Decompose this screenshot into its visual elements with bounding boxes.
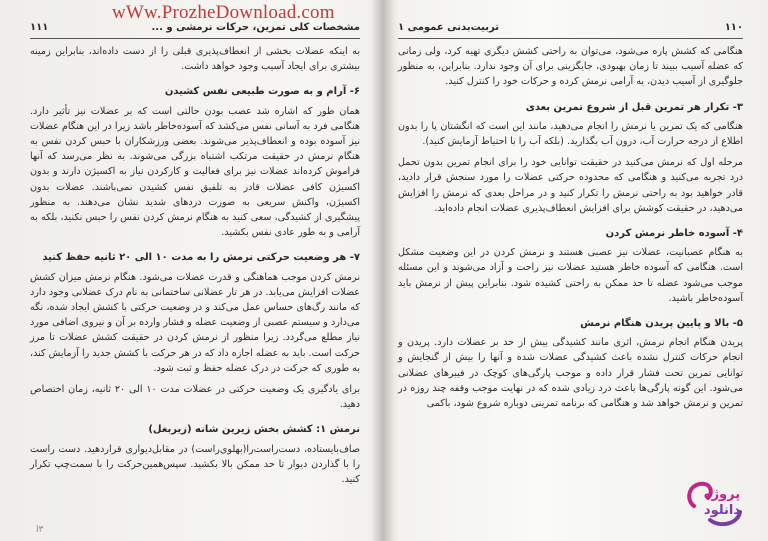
- body-paragraph: هنگامی که یک تمرین یا نرمش را انجام می‌دهید، مانند این است که انگشتان پا را بدون اطلاع از درجه حرارت آب، درون آب بگذارید. (بلکه آب را با احتیاط آزمایش کنید).: [398, 120, 743, 148]
- body-paragraph: به اینکه عضلات بخشی از انعطاف‌پذیری قبلی را از دست داده‌اند، بنابراین زمینه بیشتری برای ایجاد آسیب وجود خواهد داشت.: [30, 46, 360, 73]
- right-page: [398, 0, 743, 541]
- logo-graphic: [680, 476, 750, 534]
- body-paragraph: پریدن هنگام انجام نرمش، اثری مانند کشیدگی بیش از حد بر عضلات دارد. پریدن و انجام حرکات کنترل نشده باعث کشیدگی عضلات شده و آنها را بیش از گنجایش و توانایی تمرین تحت فشار قرار داده و موجب پارگی‌های کوچک در فیبرهای عضلانی می‌شود. این گونه پارگی‌ها باعث درد زیادی شده که در نهایت موجب وقفه چند روزه در تمرین و نرمش خواهد شد و هنگامی که برنامه تمرینی دوباره شروع شود، باکمی: [398, 337, 743, 410]
- section-heading: ۳- تکرار هر تمرین قبل از شروع تمرین بعدی: [525, 101, 743, 113]
- book-gutter: [372, 0, 394, 541]
- left-page-header: [30, 22, 360, 39]
- section-heading: ۴- آسوده خاطر نرمش کردن: [605, 228, 743, 240]
- prozhe-download-logo: [680, 476, 750, 534]
- section-heading: نرمش ۱: کشش بخش زیرین شانه (زیربغل): [148, 424, 360, 436]
- left-page-running-title: مشخصات کلی تمرین، حرکات نرمشی و ...: [151, 22, 360, 33]
- logo-text-line2: دانلود: [703, 503, 741, 518]
- logo-text-line1: پروژه: [703, 487, 741, 502]
- body-paragraph: به هنگام عصبانیت، عضلات نیز عصبی هستند و نرمش کردن در این وضعیت مشکل است. هنگامی که آسوده خاطر هستید عضلات نیز راحت و آزاد می‌شوند و این مسئله موجب می‌شود عضله تا حد ممکن به راحتی کشیده شود. بنابراین پیش از نرمش باید آسوده‌خاطر باشید.: [398, 247, 743, 304]
- left-page-body: [30, 44, 360, 493]
- body-paragraph: نرمش کردن موجب هماهنگی و قدرت عضلات می‌شود. هنگام نرمش میزان کشش عضلات افزایش می‌یابد. در هر تار عضلانی ساختمانی به نام درک عضلانی وجود دارد که مانند رگ‌های حساس عمل می‌کند و در وضعیت حرکتی با کشش ایجاد شده، نگه می‌دارد و سیستم عصبی از وضعیت عضله و فشار وارده بر آن و نیروی اضافی مورد نیاز مطلع می‌گردد. زیرا منظور از نرمش کردن در حقیقت کشش عضلات تا مرز حرکت است. باید به عضله اجازه داد که در هر حرکت با کشش جدید را آزمایش کند، به طوری که حرکت در درک عضله حفظ و ثبت شود.: [29, 271, 360, 374]
- right-page-number: ۱۱۰: [724, 22, 743, 33]
- right-page-running-title: تربیت‌بدنی عمومی ۱: [398, 22, 499, 33]
- right-page-body: [398, 44, 743, 417]
- left-page-footer-mark: ۳ا: [36, 525, 44, 535]
- right-page-header: [398, 22, 743, 39]
- body-paragraph: برای یادگیری یک وضعیت حرکتی در عضلات مدت ۱۰ الی ۲۰ ثانیه، زمان اختصاص دهید.: [30, 384, 360, 411]
- section-heading: ۶- آرام و به صورت طبیعی نفس کشیدن: [164, 86, 360, 98]
- body-paragraph: همان طور که اشاره شد عصب بودن حالتی است که بر عضلات نیز تأثیر دارد. هنگامی فرد به آسانی نفس می‌کشد که آسوده‌خاطر باشد زیرا در این هنگام عضلات نیز آسوده بوده و انعطاف‌پذیر می‌شوند. بعضی ورزشکاران با حبس کردن نفس به هنگام نرمش در حقیقت مرتکب اشتباه بزرگی می‌شوند. به نظر می‌رسد که آنها فراموش کرده‌اند عضلات نیز برای فعالیت و کارکردن نیاز به اکسیژن دارند و بدون اکسیژن کافی عضلات قادر به تلفیق نفس کشیدن نمی‌باشند. عضلات بدون اکسیژن، واکنش سریعی به صورت دردهای شدید نشان می‌دهند. به منظور پیشگیری از کشیدگی، سعی کنید به هنگام نرمش کردن نفس را حبس نکنید، بلکه به آرامی و به طور عادی نفس بکشید.: [30, 105, 360, 239]
- watermark-url: wWw.ProzheDownload.com: [112, 2, 335, 23]
- left-page-number: ۱۱۱: [30, 22, 49, 33]
- body-paragraph: صاف‌بایستاده، دست‌راست‌را(بهلوی‌راست) در مقابل‌دیواری قراردهید. دست راست را با گذاردن دیوار تا حد ممکن بالا بکشید. سپس‌همین‌حرکت را با سمت‌چپ تکرار کنید.: [30, 443, 360, 486]
- section-heading: ۵- بالا و پایین پریدن هنگام نرمش: [580, 318, 743, 330]
- body-paragraph: هنگامی که کشش پاره می‌شود، می‌توان به راحتی کشش دیگری تهیه کرد، ولی زمانی که عضله آسیب ببیند تا زمان بهبودی، جایگزینی برای آن وجود ندارد. بنابراین، به منظور جلوگیری از آسیب دیدن، به آرامی نرمش کرده و حرکات خود را کنترل کنید.: [398, 46, 743, 88]
- left-page: [30, 0, 360, 541]
- section-heading: ۷- هر وضعیت حرکتی نرمش را به مدت ۱۰ الی ۲۰ ثانیه حفظ کنید: [42, 252, 360, 264]
- body-paragraph: مرحله اول که نرمش می‌کنید در حقیقت توانایی خود را برای انجام تمرین بدون تحمل درد تجربه می‌کنید و هنگامی که محدوده حرکتی عضلات را مورد سنجش قرار دادید، قادر خواهید بود به راحتی نرمش را تکرار کنید و در مراحل بعدی که نرمش را افزایش می‌دهید، در حقیقت کوشش برای افزایش انعطاف‌پذیری عضلات انجام داده‌اید.: [398, 157, 743, 214]
